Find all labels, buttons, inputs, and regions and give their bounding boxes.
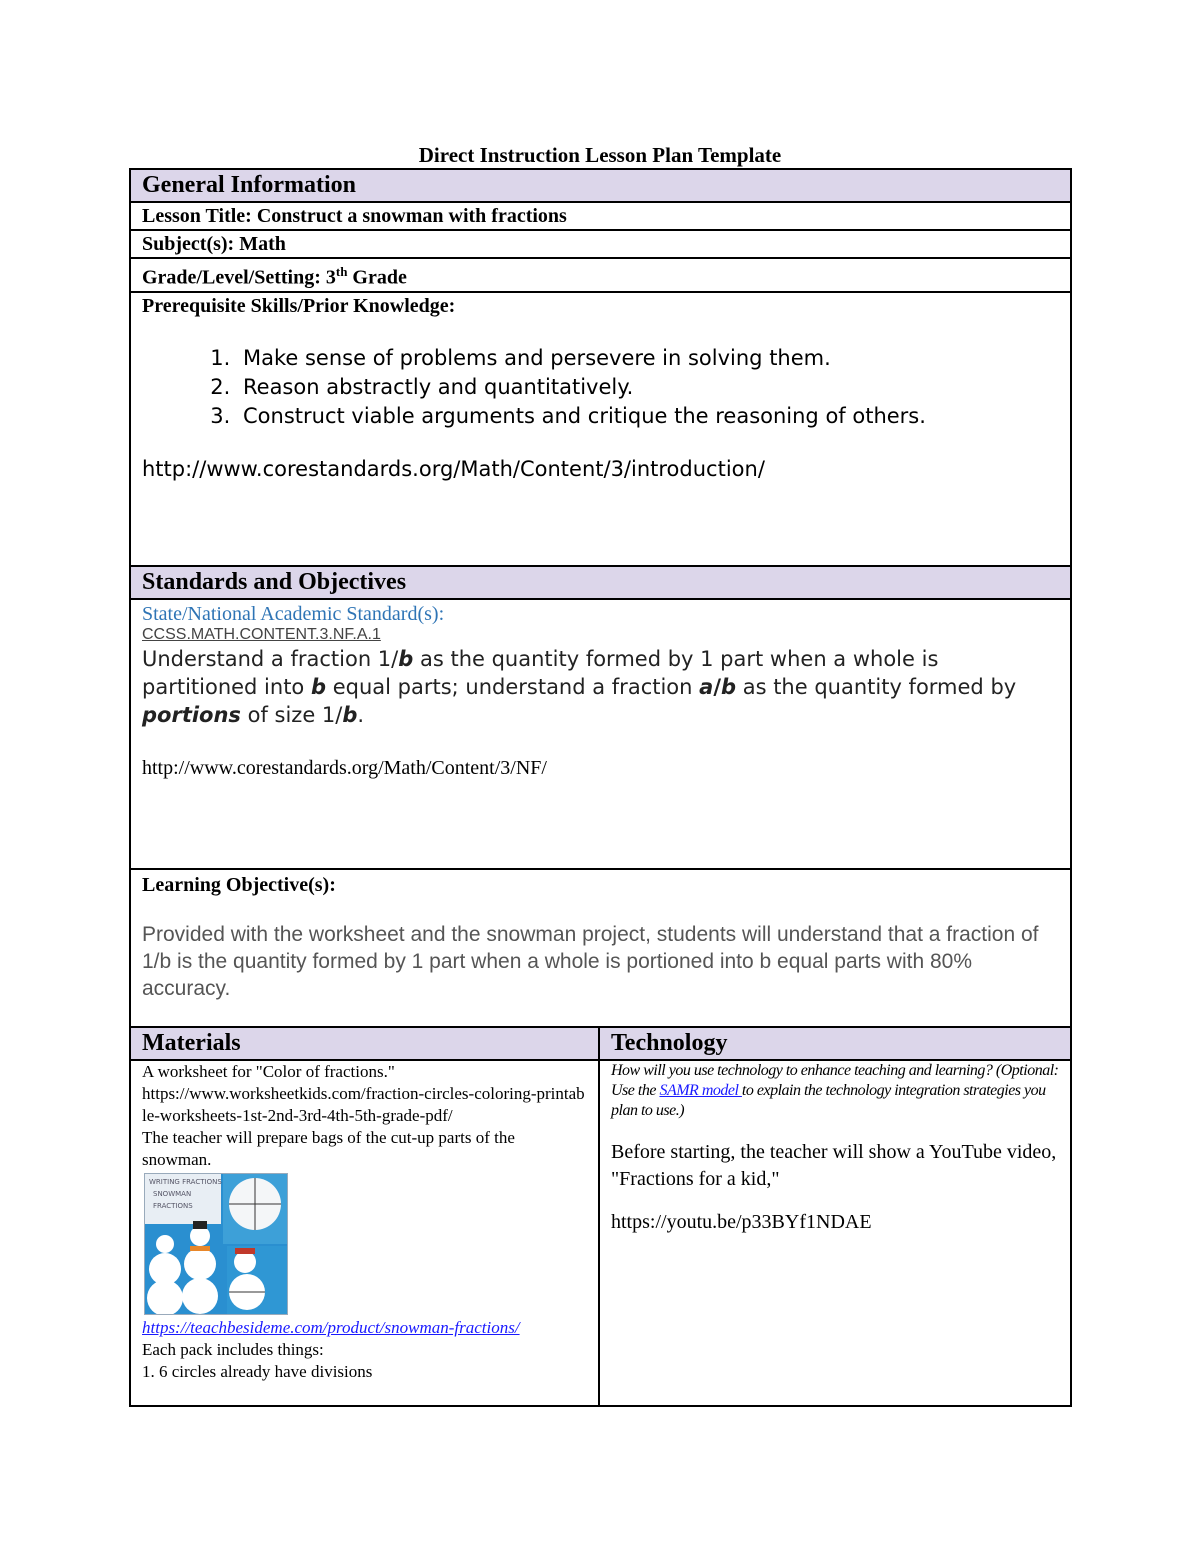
materials-worksheet: A worksheet for "Color of fractions." xyxy=(142,1061,395,1081)
technology-header: Technology xyxy=(599,1027,1071,1060)
snowman-fractions-image xyxy=(144,1173,288,1315)
teachbesideme-link[interactable]: https://teachbesideme.com/product/snowman-fractions/ xyxy=(142,1317,520,1337)
lesson-title: Lesson Title: Construct a snowman with fractions xyxy=(130,202,1071,230)
prerequisite-url[interactable]: http://www.corestandards.org/Math/Content/3/introduction/ xyxy=(142,456,765,481)
standard-code[interactable]: CCSS.MATH.CONTENT.3.NF.A.1 xyxy=(142,625,381,643)
learning-objective-label: Learning Objective(s): xyxy=(142,873,336,896)
grade-prefix: Grade/Level/Setting: 3 xyxy=(142,266,336,289)
prerequisite-label: Prerequisite Skills/Prior Knowledge: xyxy=(142,294,456,317)
technology-prompt: How will you use technology to enhance teaching and learning? (Optional: Use the SAMR model to explain the technology integration strategies you plan to use.) xyxy=(611,1061,1059,1119)
standards-cell xyxy=(130,599,1071,869)
materials-pack-item: 1. 6 circles already have divisions xyxy=(142,1361,373,1381)
prerequisite-item: 3. Construct viable arguments and critique the reasoning of others. xyxy=(237,402,1059,431)
materials-pack-includes: Each pack includes things: xyxy=(142,1339,324,1359)
learning-objective-cell xyxy=(130,869,1071,1027)
learning-objective-text: Provided with the worksheet and the snowman project, students will understand that a fraction of 1/b is the quantity formed by 1 part when a whole is portioned into b equal parts with 80% accuracy. xyxy=(142,922,1039,1000)
youtube-url[interactable]: https://youtu.be/p33BYf1NDAE xyxy=(611,1210,872,1233)
prerequisite-item: 2. Reason abstractly and quantitatively. xyxy=(237,373,1059,402)
materials-cell xyxy=(130,1060,599,1406)
prerequisite-cell xyxy=(130,292,1071,566)
standard-text: Understand a fraction 1/b as the quantity formed by 1 part when a whole is partitioned into b equal parts; understand a fraction a/b as the quantity formed by portions of size 1/b. xyxy=(142,646,1017,727)
image-caption-3: FRACTIONS xyxy=(153,1201,193,1210)
grade-suffix: Grade xyxy=(347,266,407,289)
lesson-plan-table xyxy=(129,168,1072,1407)
materials-bags: The teacher will prepare bags of the cut-up parts of the snowman. xyxy=(142,1127,515,1169)
general-information-header: General Information xyxy=(130,169,1071,202)
materials-worksheet-url[interactable]: https://www.worksheetkids.com/fraction-circles-coloring-printable-worksheets-1st-2nd-3rd-4th-5th-grade-pdf/ xyxy=(142,1083,585,1125)
grade-superscript: th xyxy=(335,264,348,279)
prerequisite-list xyxy=(142,344,1059,431)
standard-label: State/National Academic Standard(s): xyxy=(142,602,445,625)
standard-url[interactable]: http://www.corestandards.org/Math/Content/3/NF/ xyxy=(142,756,547,779)
standards-objectives-header: Standards and Objectives xyxy=(130,566,1071,599)
technology-cell xyxy=(599,1060,1071,1406)
materials-header: Materials xyxy=(130,1027,599,1060)
samr-model-link[interactable]: SAMR model xyxy=(659,1081,742,1099)
grade-level-setting xyxy=(130,258,1071,292)
image-caption-1: WRITING FRACTIONS xyxy=(149,1177,222,1186)
subjects: Subject(s): Math xyxy=(130,230,1071,258)
technology-description: Before starting, the teacher will show a YouTube video, "Fractions for a kid," xyxy=(611,1140,1057,1190)
prerequisite-item: 1. Make sense of problems and persevere in solving them. xyxy=(237,344,1059,373)
document-title: Direct Instruction Lesson Plan Template xyxy=(418,143,782,167)
image-caption-2: SNOWMAN xyxy=(153,1189,192,1198)
